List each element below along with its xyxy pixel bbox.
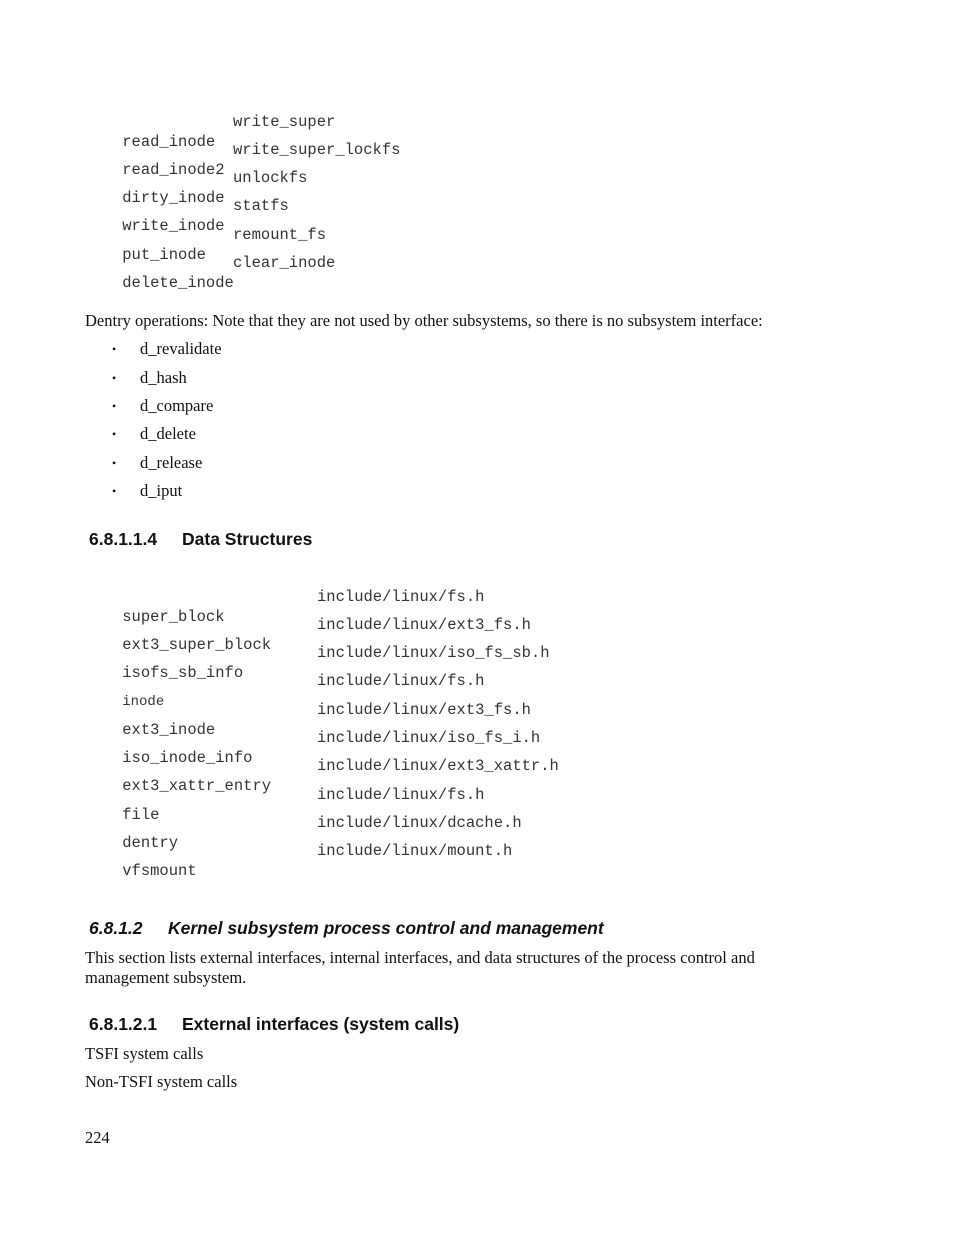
list-item-label: d_iput (140, 481, 183, 500)
list-item-label: d_delete (140, 424, 196, 443)
operation-name: unlockfs (233, 169, 308, 187)
section-number: 6.8.1.2 (89, 918, 143, 938)
header-path: include/linux/ext3_fs.h (317, 616, 531, 634)
list-item-label: d_revalidate (140, 339, 222, 358)
header-path: include/linux/ext3_fs.h (317, 701, 531, 719)
external-interface-item: Non-TSFI system calls (85, 1072, 238, 1091)
bullet-icon: • (112, 484, 117, 498)
operation-name: statfs (233, 197, 289, 215)
header-path: include/linux/iso_fs_i.h (317, 729, 541, 747)
structure-name: ext3_inode (122, 721, 216, 739)
section-number: 6.8.1.2.1 (89, 1014, 158, 1034)
structure-name: isofs_sb_info (122, 664, 244, 682)
section-number: 6.8.1.1.4 (89, 529, 158, 549)
section-heading-external-interfaces (89, 1013, 459, 1035)
structure-name: dentry (122, 834, 179, 852)
header-path: include/linux/iso_fs_sb.h (317, 644, 550, 662)
section-heading-data-structures (89, 528, 312, 550)
table-row (85, 253, 336, 292)
header-path: include/linux/ext3_xattr.h (317, 757, 559, 775)
dentry-intro-paragraph: Dentry operations: Note that they are not used by other subsystems, so there is no subsystem interface: (85, 311, 763, 330)
operation-name: remount_fs (233, 226, 327, 244)
operation-name: delete_inode (122, 274, 234, 292)
bullet-icon: • (112, 371, 117, 385)
operation-name: write_super_lockfs (233, 141, 401, 159)
section-heading-process-control (89, 917, 604, 939)
section-title: Kernel subsystem process control and management (168, 918, 604, 938)
section-title: External interfaces (system calls) (182, 1014, 460, 1034)
operation-name: write_super (233, 113, 336, 131)
structure-name: vfsmount (122, 862, 197, 880)
header-path: include/linux/mount.h (317, 842, 513, 860)
section-title: Data Structures (182, 529, 313, 549)
header-path: include/linux/fs.h (317, 786, 485, 804)
list-item-label: d_compare (140, 396, 214, 415)
bullet-icon: • (112, 399, 117, 413)
operation-name: read_inode (122, 133, 216, 151)
list-item-label: d_release (140, 453, 203, 472)
bullet-icon: • (112, 342, 117, 356)
structure-name: super_block (122, 608, 225, 626)
structure-name: file (122, 806, 160, 824)
operation-name: clear_inode (233, 254, 336, 272)
structure-name: inode (122, 694, 165, 710)
table-row (85, 587, 485, 626)
external-interface-item: TSFI system calls (85, 1044, 204, 1063)
list-item-label: d_hash (140, 368, 187, 387)
structure-name: iso_inode_info (122, 749, 253, 767)
header-path: include/linux/fs.h (317, 672, 485, 690)
table-row (85, 196, 289, 235)
operation-name: read_inode2 (122, 161, 225, 179)
table-row (85, 112, 336, 151)
process-intro-paragraph: This section lists external interfaces, internal interfaces, and data structures of the process control and management subsystem. (85, 948, 755, 987)
page-number: 224 (85, 1128, 110, 1147)
header-path: include/linux/fs.h (317, 588, 485, 606)
bullet-icon: • (112, 427, 117, 441)
header-path: include/linux/dcache.h (317, 814, 522, 832)
bullet-icon: • (112, 456, 117, 470)
structure-name: ext3_super_block (122, 636, 272, 654)
table-row (85, 841, 513, 880)
structure-name: ext3_xattr_entry (122, 777, 272, 795)
operation-name: write_inode (122, 217, 225, 235)
operation-name: put_inode (122, 246, 206, 264)
operation-name: dirty_inode (122, 189, 225, 207)
